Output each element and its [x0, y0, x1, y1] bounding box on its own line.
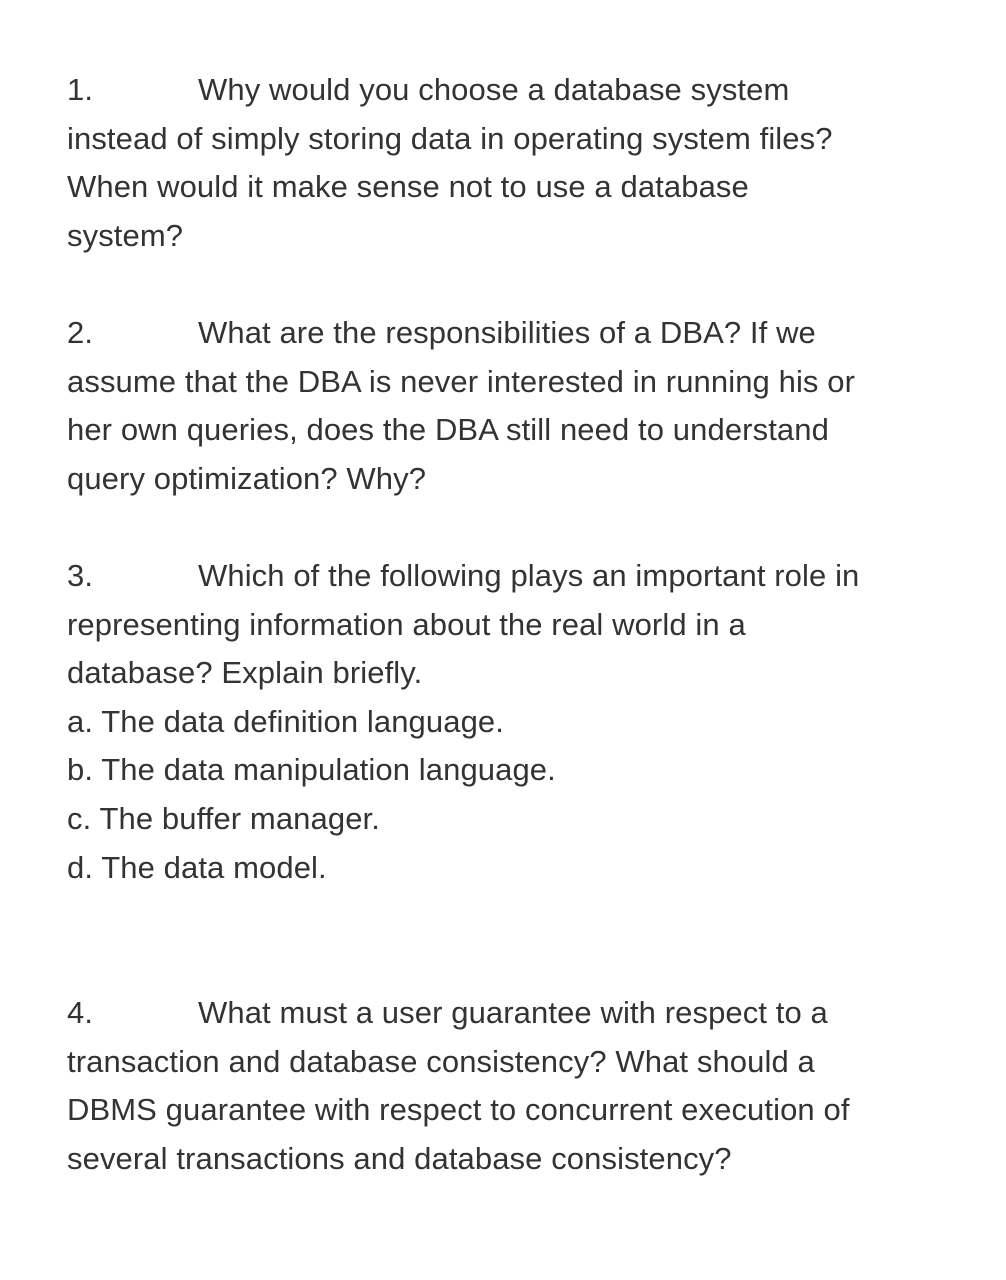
question-text-line: What must a user guarantee with respect to a — [198, 995, 828, 1031]
question-text-line: representing information about the real world in a — [67, 606, 746, 642]
question-3-first-line — [67, 552, 967, 601]
paragraph-gap — [67, 260, 967, 309]
question-text-line: assume that the DBA is never interested in running his or — [67, 363, 856, 399]
question-text-line: transaction and database consistency? What should a — [67, 1043, 815, 1079]
question-text-line: Why would you choose a database system — [198, 72, 790, 107]
answer-option: c. The buffer manager. — [67, 800, 380, 836]
question-1 — [67, 66, 967, 260]
document-page — [67, 66, 967, 1184]
question-3 — [67, 552, 967, 892]
paragraph-gap — [67, 503, 967, 552]
question-number: 1. — [67, 72, 94, 107]
question-text-line: What are the responsibilities of a DBA? If we — [198, 314, 816, 350]
question-text-line: Which of the following plays an important role in — [198, 557, 860, 593]
question-text-line: system? — [67, 217, 184, 253]
question-number: 2. — [67, 314, 94, 350]
answer-option: a. The data definition language. — [67, 703, 504, 739]
question-number: 3. — [67, 557, 94, 593]
question-text-line: her own queries, does the DBA still need to understand — [67, 412, 829, 448]
question-4-first-line — [67, 989, 967, 1038]
question-text-line: instead of simply storing data in operating system files? — [67, 120, 833, 156]
question-text-line: When would it make sense not to use a database — [67, 169, 749, 205]
question-text-line: several transactions and database consistency? — [67, 1141, 732, 1177]
question-number: 4. — [67, 995, 94, 1031]
question-text-line: query optimization? Why? — [67, 460, 427, 496]
question-2 — [67, 309, 967, 503]
answer-option: d. The data model. — [67, 849, 327, 885]
question-1-first-line — [67, 66, 967, 115]
paragraph-gap — [67, 892, 967, 989]
answer-option: b. The data manipulation language. — [67, 752, 556, 788]
question-2-first-line — [67, 309, 967, 358]
question-4 — [67, 989, 967, 1183]
question-text-line: database? Explain briefly. — [67, 655, 423, 691]
question-text-line: DBMS guarantee with respect to concurrent execution of — [67, 1092, 850, 1128]
